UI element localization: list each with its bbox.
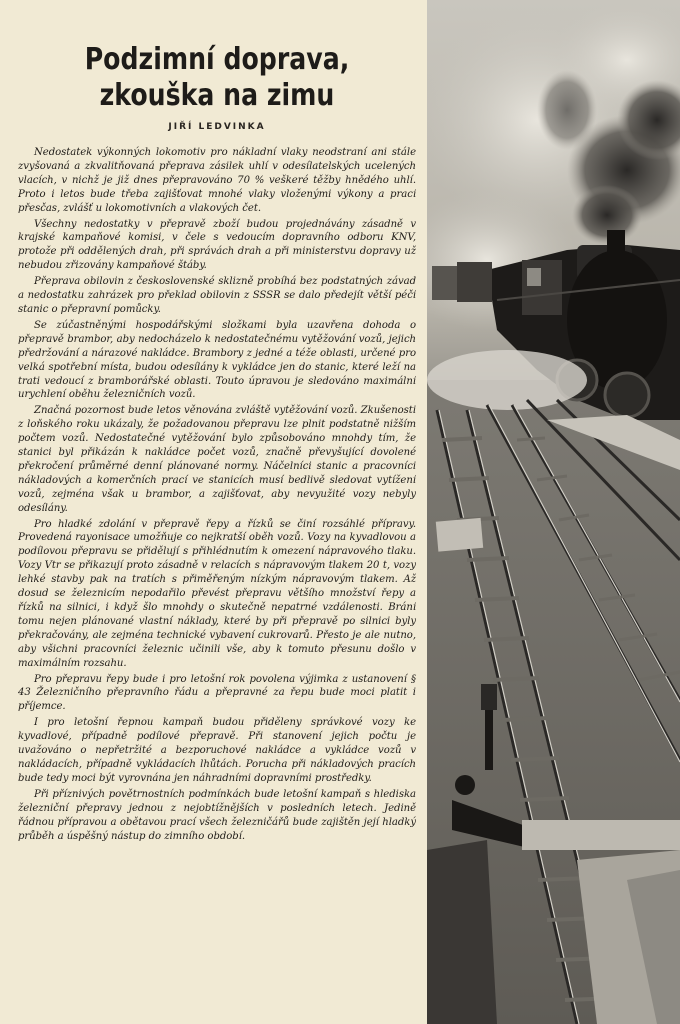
paragraph: Se zúčastněnými hospodářskými složkami byla uzavřena dohoda o přepravě brambor, aby nedocházelo k nedostatečnému vytěžování vozů, jejich předržování a nárazové nakládce. Brambory z jedné a téže oblasti, určené pro velká spotřební místa, budou odesílány k vykládce jen do stanic, které leží na trati vedoucí z bramborářské oblasti. Touto úpravou je sledováno maximální urychlení oběhu železničních vozů. bbox=[18, 319, 416, 401]
article-body bbox=[18, 146, 416, 843]
article-title bbox=[50, 42, 384, 114]
paragraph: I pro letošní řepnou kampaň budou přiděleny správkové vozy ke kyvadlové, případně podílové přepravě. Při stanovení jejich počtu je uvažováno o nepřetržité a bezporuchové nakládce a vykládce vozů v nakládacích, případně vykládacích lhůtách. Porucha při nákladových pracích bude tedy moci být vyrovnána jen náhradními dopravními prostředky. bbox=[18, 717, 416, 784]
paragraph: Pro hladké zdolání v přepravě řepy a řízků se činí rozsáhlé přípravy. Provedená rayonisace umožňuje co nejkratší oběh vozů. Vozy na kyvadlovou a podílovou přepravu se přidělují s přihlédnutím k omezení nápravového tlaku. Vozy Vtr se přikazují proto zásadně v relacích s nápravovým tlakem 20 t, vozy lehké stavby pak na tratích s přiměřeným nízkým nápravovým tlakem. Až dosud se železnicím nepodařilo převést přepravu většího množství řepy a řízků na silnici, i když šlo mnohdy o skutečně nepatrné vzdálenosti. Brání tomu nejen plánované vlastní náklady, které by při přepravě po silnici byly překračovány, ale zejména technické vybavení cukrovarů. Přesto je ale nutno, aby všichni pracovníci železnic učinili vše, aby k tomuto přesunu došlo v maximálním rozsahu. bbox=[18, 518, 416, 669]
paragraph: Pro přepravu řepy bude i pro letošní rok povolena výjimka z ustanovení § 43 Železničního přepravního řádu a přepravné za řepu bude moci platit i příjemce. bbox=[18, 673, 416, 713]
paragraph: Přeprava obilovin z československé sklizně probíhá bez podstatných závad a nedostatku zahrázek pro překlad obilovin z SSSR se dalo předejít větší péčí stanic o přepravní pomůcky. bbox=[18, 276, 416, 315]
paragraph: Všechny nedostatky v přepravě zboží budou projednávány zásadně v krajské kampaňové komisi, v čele s vedoucím dopravního odboru KNV, protože při oddělených drah, při správách drah a při ministerstvu dopravy už nebudou zřizovány kampaňové štáby. bbox=[18, 218, 416, 272]
article-title-line-2: zkouška na zimu bbox=[99, 78, 335, 113]
article-title-line-1: Podzimní doprava, bbox=[84, 42, 350, 77]
paragraph: Při příznivých povětrnostních podmínkách bude letošní kampaň s hlediska železniční přepravy jednou z nejobtížnějších v posledních letech. Jedině řádnou přípravou a obětavou prací všech železničářů bude zajištěn její hladký průběh a úspěšný nástup do zimního období. bbox=[18, 788, 416, 842]
paragraph: Značná pozornost bude letos věnována zvláště vytěžování vozů. Zkušenosti z loňského roku ukázaly, že požadovanou přepravu lze plnit podstatně nižším počtem vozů. Nedostatečné vytěžování bylo způsobováno mnohdy tím, že stanici byl přikázán k nakládce počet vozů, značně převyšující dovolené překročení průměrné denní plánované normy. Náčelníci stanic a pracovníci nákladových a komerčních prací ve stanicích musí bedlivě sledovat vytížení vozů, zejména však u brambor, a zajišťovat, aby nevyužité vozy nebyly odesílány. bbox=[18, 405, 416, 514]
article-column bbox=[18, 42, 416, 1012]
locomotive-photo bbox=[427, 0, 680, 1024]
paragraph: Nedostatek výkonných lokomotiv pro nákladní vlaky neodstraní ani stále zvyšovaná a zkvalitňovaná přeprava zásilek uhlí v odesílatelských ucelených vlacích, v nichž je již dnes přepravováno 70 % veškeré těžby hnědého uhlí. Proto i letos bude třeba zajišťovat mnohé vlaky vloženými výkony a prací přesčas, zvlášť u lokomotivních a vlakových čet. bbox=[18, 147, 416, 214]
article-author: JIŘÍ LEDVINKA bbox=[168, 122, 266, 132]
